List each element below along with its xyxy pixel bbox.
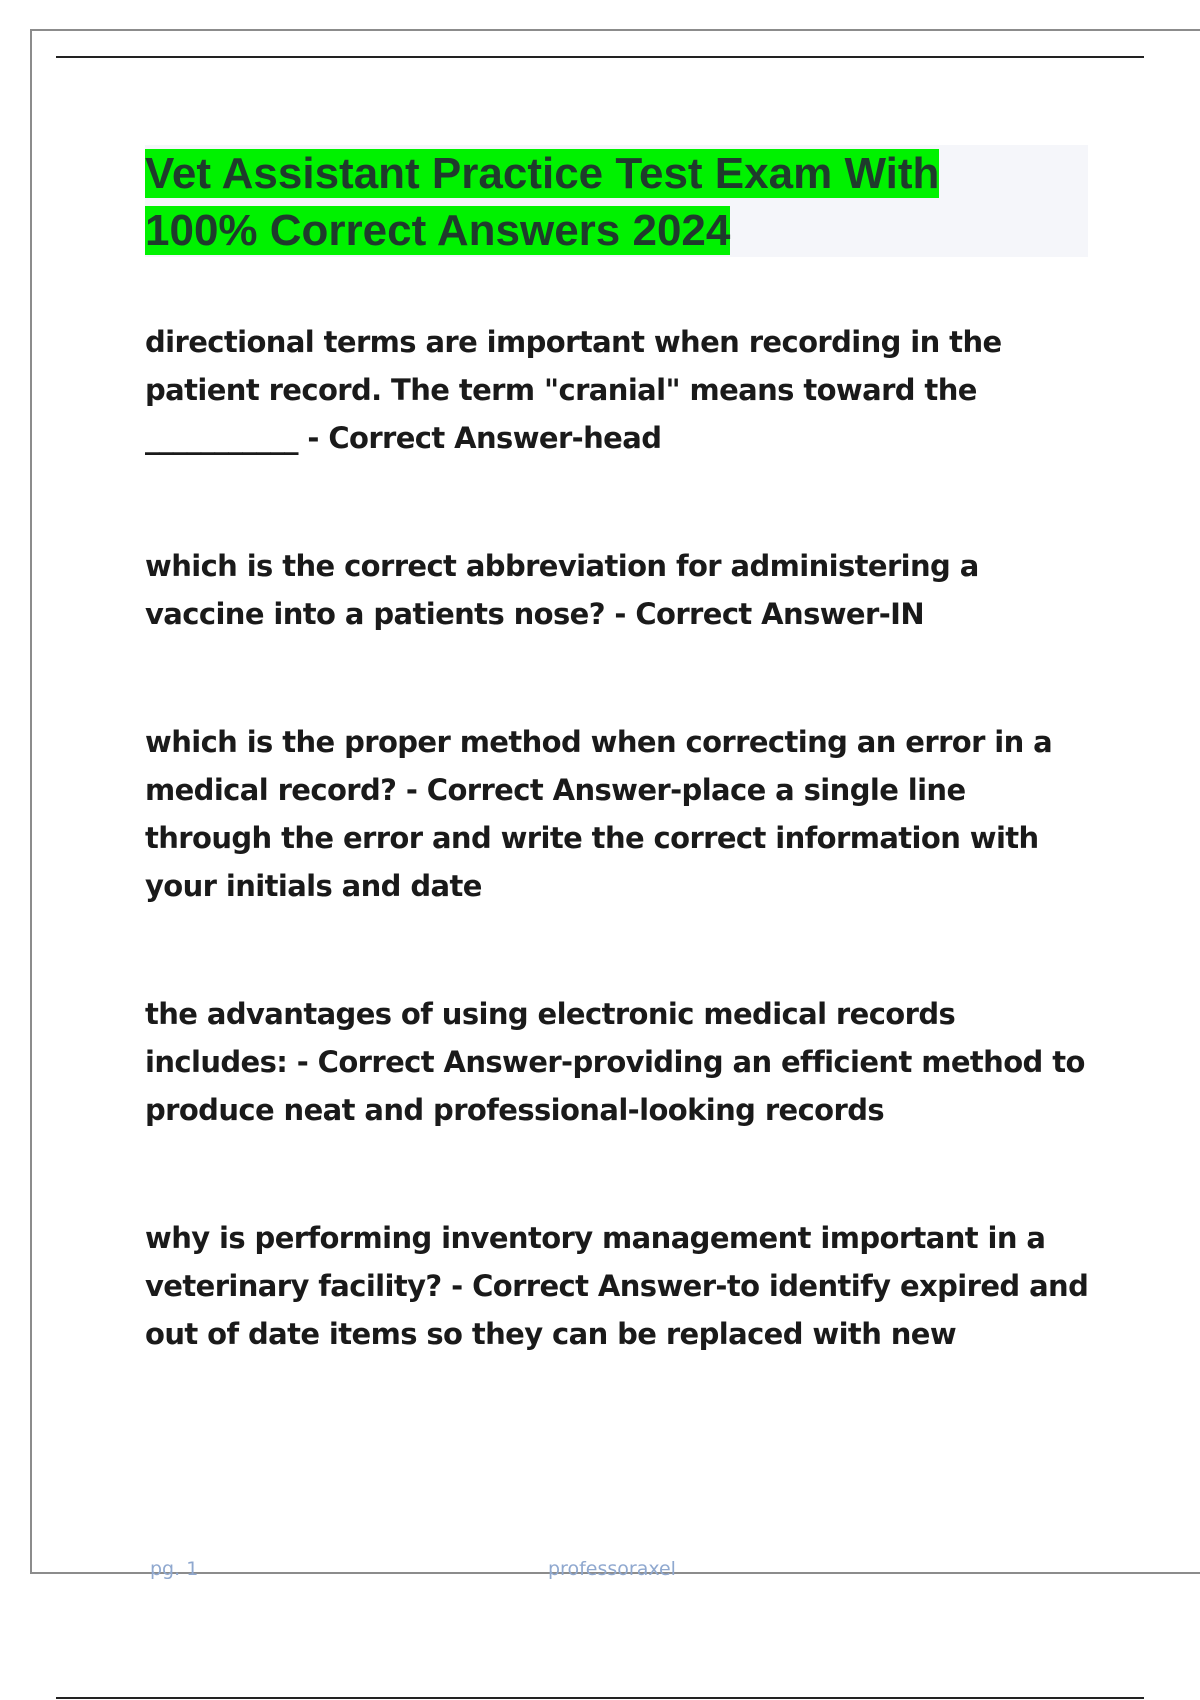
question-answer-3: which is the proper method when correcting an error in a medical record? - Correct Answer-place a single line through the error and write the correct information with your initials and date <box>145 725 1053 903</box>
question-answer-2: which is the correct abbreviation for administering a vaccine into a patients nose? - Correct Answer-IN <box>145 549 979 631</box>
header-rule <box>56 56 1144 58</box>
question-answer-4: the advantages of using electronic medical records includes: - Correct Answer-providing an efficient method to produce neat and professional-looking records <box>145 997 1085 1127</box>
footer-author: professoraxel <box>548 1558 676 1580</box>
bottom-rule <box>56 1697 1144 1699</box>
question-answer-5: why is performing inventory management important in a veterinary facility? - Correct Answer-to identify expired and out of date items so they can be replaced with new <box>145 1221 1089 1351</box>
title-highlight: Vet Assistant Practice Test Exam With 100% Correct Answers 2024 <box>145 149 940 255</box>
document-title <box>145 145 1045 259</box>
footer-page-number: pg. 1 <box>150 1558 199 1580</box>
question-answer-1: directional terms are important when recording in the patient record. The term "cranial" means toward the ___________ - Correct Answer-head <box>145 325 1002 455</box>
